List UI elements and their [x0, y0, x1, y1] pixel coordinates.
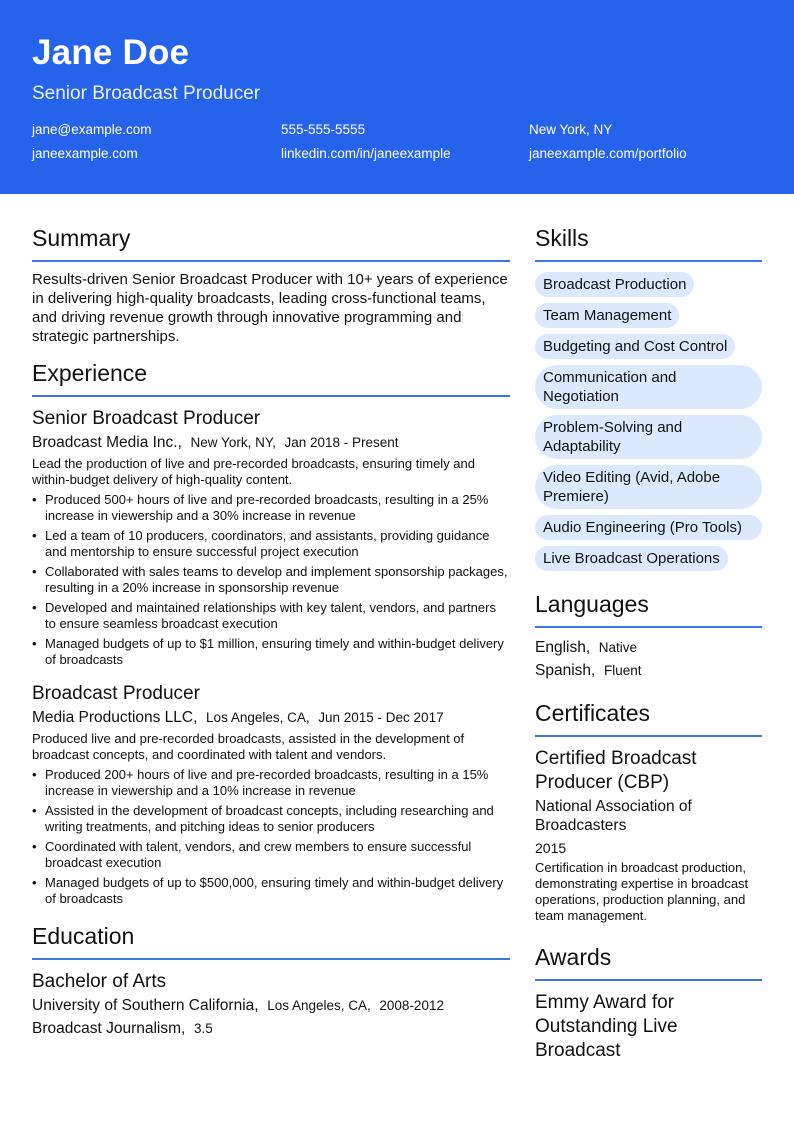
job-entry: [32, 682, 510, 907]
job-bullet: • Managed budgets of up to $500,000, ensuring timely and within-budget delivery of broadcasts: [32, 875, 510, 907]
education-section: [32, 923, 510, 1040]
job-company: Media Productions LLC,: [32, 709, 198, 726]
skill-tag: Live Broadcast Operations: [535, 546, 728, 571]
education-gpa: 3.5: [193, 1021, 213, 1036]
language-item: [535, 659, 762, 682]
job-meta: [32, 707, 510, 729]
awards-heading: Awards: [535, 944, 762, 981]
job-location: Los Angeles, CA,: [206, 710, 310, 725]
language-level: Native: [598, 640, 638, 655]
job-description: Lead the production of live and pre-recorded broadcasts, ensuring timely and within-budget delivery of high-quality content.: [32, 456, 475, 487]
skills-list: [535, 272, 762, 577]
website-link[interactable]: janeexample.com: [32, 146, 138, 161]
education-heading: Education: [32, 923, 510, 960]
skill-tag: Budgeting and Cost Control: [535, 334, 735, 359]
skills-heading: Skills: [535, 225, 762, 262]
location-text: New York, NY: [529, 122, 613, 137]
job-bullets: [32, 767, 510, 907]
job-dates: Jun 2015 - Dec 2017: [318, 710, 444, 725]
job-location: New York, NY,: [190, 435, 276, 450]
skills-section: [535, 225, 762, 577]
job-description: Produced live and pre-recorded broadcasts, assisted in the development of broadcast concepts, and coordinated with talent and vendors.: [32, 731, 465, 762]
skill-tag: Problem-Solving and Adaptability: [535, 415, 762, 459]
job-meta: [32, 432, 510, 454]
experience-section: [32, 360, 510, 907]
education-field: Broadcast Journalism,: [32, 1020, 186, 1037]
education-location: Los Angeles, CA,: [267, 998, 371, 1013]
job-bullet: • Collaborated with sales teams to develop and implement sponsorship packages, resulting in a 20% increase in sponsorship revenue: [32, 564, 510, 596]
phone-number[interactable]: 555-555-5555: [281, 122, 366, 137]
certificate-description: Certification in broadcast production, demonstrating expertise in broadcast operations, production planning, and team management.: [535, 860, 749, 923]
portfolio-link[interactable]: janeexample.com/portfolio: [529, 146, 687, 161]
experience-heading: Experience: [32, 360, 510, 397]
job-company: Broadcast Media Inc.,: [32, 434, 182, 451]
education-school: University of Southern California,: [32, 997, 259, 1014]
linkedin-link[interactable]: linkedin.com/in/janeexample: [281, 146, 451, 161]
job-bullet: • Produced 200+ hours of live and pre-recorded broadcasts, resulting in a 15% increase in viewership and a 10% increase in revenue: [32, 767, 510, 799]
languages-heading: Languages: [535, 591, 762, 628]
email-link[interactable]: jane@example.com: [32, 122, 152, 137]
language-item: [535, 636, 762, 659]
language-name: Spanish,: [535, 662, 596, 679]
award-name: Emmy Award for Outstanding Live Broadcast: [535, 992, 678, 1061]
certificate-issuer: National Association of Broadcasters: [535, 798, 692, 834]
languages-section: [535, 591, 762, 682]
skill-tag: Broadcast Production: [535, 272, 694, 297]
summary-text: Results-driven Senior Broadcast Producer with 10+ years of experience in delivering high-quality broadcasts, leading cross-functional teams, and driving revenue growth through innovative programming and strategic partnerships.: [32, 271, 508, 345]
education-degree: Bachelor of Arts: [32, 971, 167, 992]
job-bullet: • Produced 500+ hours of live and pre-recorded broadcasts, resulting in a 25% increase in viewership and a 30% increase in revenue: [32, 492, 510, 524]
skill-tag: Video Editing (Avid, Adobe Premiere): [535, 465, 762, 509]
awards-section: [535, 944, 762, 1063]
summary-section: [32, 225, 510, 346]
education-dates: 2008-2012: [379, 998, 444, 1013]
job-dates: Jan 2018 - Present: [284, 435, 399, 450]
job-bullet: • Led a team of 10 producers, coordinators, and assistants, providing guidance and mentorship to ensure successful project execution: [32, 528, 510, 560]
language-name: English,: [535, 639, 591, 656]
candidate-name: Jane Doe: [32, 33, 190, 72]
skill-tag: Communication and Negotiation: [535, 365, 762, 409]
job-bullet: • Coordinated with talent, vendors, and crew members to ensure successful broadcast execution: [32, 839, 510, 871]
education-field-line: [32, 1017, 510, 1040]
certificate-name: Certified Broadcast Producer (CBP): [535, 748, 697, 793]
job-entry: [32, 407, 510, 668]
job-bullets: [32, 492, 510, 668]
resume-header: [0, 0, 794, 194]
education-school-line: [32, 994, 510, 1017]
skill-tag: Team Management: [535, 303, 679, 328]
certificates-heading: Certificates: [535, 700, 762, 737]
certificates-section: [535, 700, 762, 924]
side-column: [535, 225, 762, 1063]
job-title: Senior Broadcast Producer: [32, 408, 261, 429]
skill-tag: Audio Engineering (Pro Tools): [535, 515, 762, 540]
job-title: Broadcast Producer: [32, 683, 200, 704]
job-bullet: • Managed budgets of up to $1 million, ensuring timely and within-budget delivery of broadcasts: [32, 636, 510, 668]
summary-heading: Summary: [32, 225, 510, 262]
certificate-year: 2015: [535, 840, 567, 856]
main-column: [32, 225, 510, 1040]
candidate-title: Senior Broadcast Producer: [32, 83, 261, 104]
job-bullet: • Developed and maintained relationships with key talent, vendors, and partners to ensure seamless broadcast execution: [32, 600, 510, 632]
job-bullet: • Assisted in the development of broadcast concepts, including researching and writing treatments, and pitching ideas to senior producers: [32, 803, 510, 835]
language-level: Fluent: [603, 663, 642, 678]
